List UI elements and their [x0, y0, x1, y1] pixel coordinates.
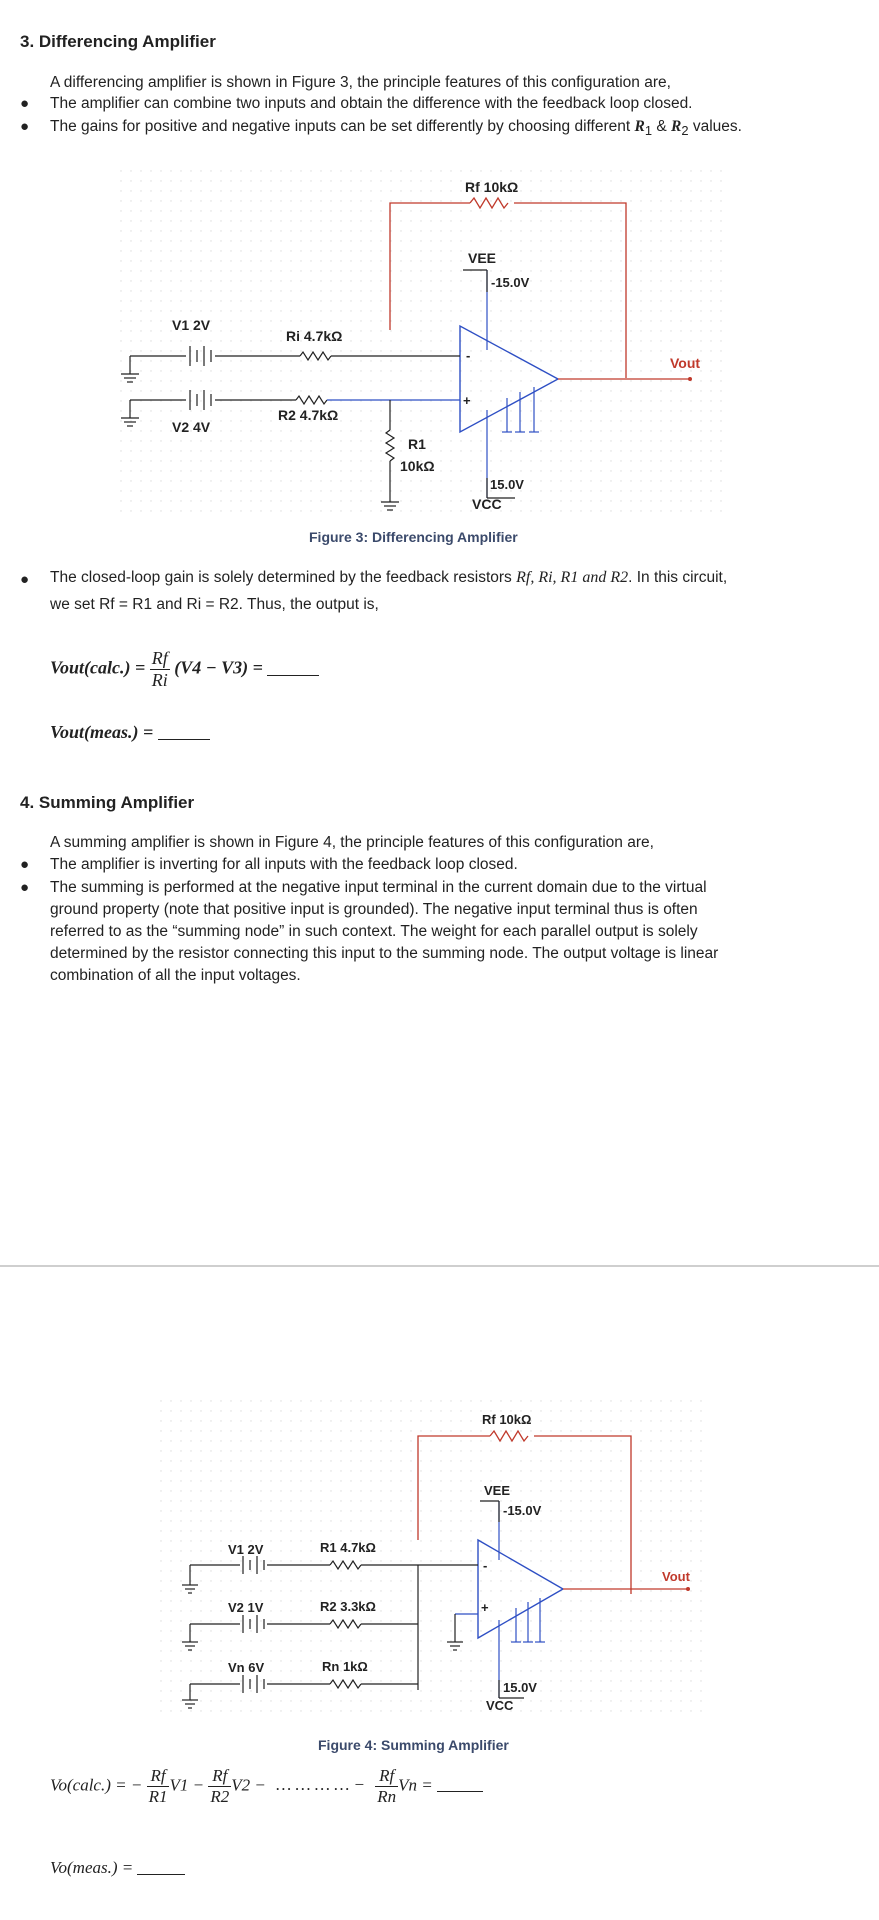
vee-value: -15.0V: [503, 1503, 542, 1518]
eq3-fraction: $\frac{Rf}{Ri}$: [151, 648, 168, 690]
plus-sign: +: [481, 1600, 489, 1615]
output-node: [686, 1587, 690, 1591]
rf-label: Rf 10kΩ: [465, 179, 519, 195]
bullet-dot: ●: [20, 118, 30, 135]
figure4-circuit: [0, 1380, 879, 1780]
bullet-dot: ●: [20, 95, 30, 112]
figure3-circuit: [0, 0, 879, 560]
vcc-label: VCC: [472, 496, 502, 512]
eq3-calc-blank[interactable]: [267, 675, 319, 676]
figure4-caption: Figure 4: Summing Amplifier: [318, 1737, 509, 1753]
eq3-meas: [50, 722, 210, 743]
r2-symbol: R: [670, 118, 682, 135]
r1-label: R1 4.7kΩ: [320, 1540, 376, 1555]
section4-bullet2-l1: The summing is performed at the negative input terminal in the current domain due to the virtual: [50, 879, 707, 896]
eq4-meas-label: Vo(meas.) =: [50, 1858, 134, 1877]
r1-symbol: R: [634, 118, 645, 135]
section4-bullet2-l3: referred to as the “summing node” in such context. The weight for each parallel output is solely: [50, 923, 698, 940]
section3-intro: A differencing amplifier is shown in Figure 3, the principle features of this configuration are,: [50, 74, 671, 91]
section4-bullet1: The amplifier is inverting for all inputs with the feedback loop closed.: [50, 856, 518, 873]
ampersand: &: [652, 118, 671, 135]
vee-label: VEE: [468, 250, 497, 266]
eq4-meas: [50, 1858, 185, 1878]
section3-bullet3-line1: The closed-loop gain is solely determined by the feedback resistors Rf, Ri, R1 and R2. In this circuit,: [50, 569, 728, 586]
rf-label: Rf 10kΩ: [482, 1412, 532, 1427]
vout-label: Vout: [670, 355, 701, 371]
eq4-calc: Vo(calc.) = − $\frac{Rf}{R1}$ V1 − $\frac{Rf}{R2}$ V2 − … … … … − $\frac{Rf}{Rn}$ Vn =: [50, 1766, 483, 1807]
vee-label: VEE: [484, 1483, 511, 1498]
bullet-dot: ●: [20, 879, 30, 896]
output-node: [688, 377, 692, 381]
v2-label: V2 1V: [228, 1600, 264, 1615]
section4-bullet2-l4: determined by the resistor connecting this input to the summing node. The output voltage is linear: [50, 945, 719, 962]
section4-intro: A summing amplifier is shown in Figure 4, the principle features of this configuration are,: [50, 834, 654, 851]
v1-label: V1 2V: [228, 1542, 264, 1557]
r1-value: 10kΩ: [400, 458, 435, 474]
vcc-label: VCC: [486, 1698, 514, 1713]
figure3-caption: Figure 3: Differencing Amplifier: [309, 529, 518, 545]
plus-sign: +: [463, 393, 471, 408]
vn-label: Vn 6V: [228, 1660, 265, 1675]
section4-bullet2-l2: ground property (note that positive input is grounded). The negative input terminal thus is often: [50, 901, 698, 918]
page-divider: [0, 1265, 879, 1267]
eq3-rhs: (V4 − V3) =: [174, 657, 263, 678]
section3-bullet1: The amplifier can combine two inputs and obtain the difference with the feedback loop closed.: [50, 95, 693, 112]
section3-heading: 3. Differencing Amplifier: [20, 32, 216, 51]
eq4-calc-blank[interactable]: [437, 1791, 483, 1792]
v1-label: V1 2V: [172, 317, 211, 333]
vcc-value: 15.0V: [490, 477, 524, 492]
minus-sign: -: [483, 1558, 488, 1573]
eq3-meas-blank[interactable]: [158, 739, 210, 740]
vcc-value: 15.0V: [503, 1680, 537, 1695]
eq4-meas-blank[interactable]: [137, 1874, 185, 1875]
section3-bullet3-line2: we set Rf = R1 and Ri = R2. Thus, the output is,: [50, 596, 379, 613]
r2-subscript: 2: [681, 123, 689, 139]
eq3-calc: [50, 648, 319, 691]
bullet2-prefix: The gains for positive and negative inputs can be set differently by choosing different: [50, 118, 635, 135]
section4-bullet2-l5: combination of all the input voltages.: [50, 967, 301, 984]
bullet-dot: ●: [20, 571, 30, 588]
v2-label: V2 4V: [172, 419, 211, 435]
vout-label: Vout: [662, 1569, 690, 1584]
r1-label: R1: [408, 436, 426, 452]
section4-heading: 4. Summing Amplifier: [20, 793, 195, 812]
ri-label: Ri 4.7kΩ: [286, 328, 343, 344]
r2-label: R2 4.7kΩ: [278, 407, 339, 423]
minus-sign: -: [466, 348, 471, 363]
bullet2-suffix: values.: [688, 118, 742, 135]
r1-subscript: 1: [644, 123, 653, 139]
bullet-dot: ●: [20, 856, 30, 873]
vee-value: -15.0V: [491, 275, 530, 290]
eq3-calc-label: Vout(calc.) =: [50, 657, 146, 678]
r2-label: R2 3.3kΩ: [320, 1599, 376, 1614]
rn-label: Rn 1kΩ: [322, 1659, 368, 1674]
eq4-calc-label: Vo(calc.) = −: [50, 1775, 143, 1795]
eq3-meas-label: Vout(meas.) =: [50, 722, 154, 742]
